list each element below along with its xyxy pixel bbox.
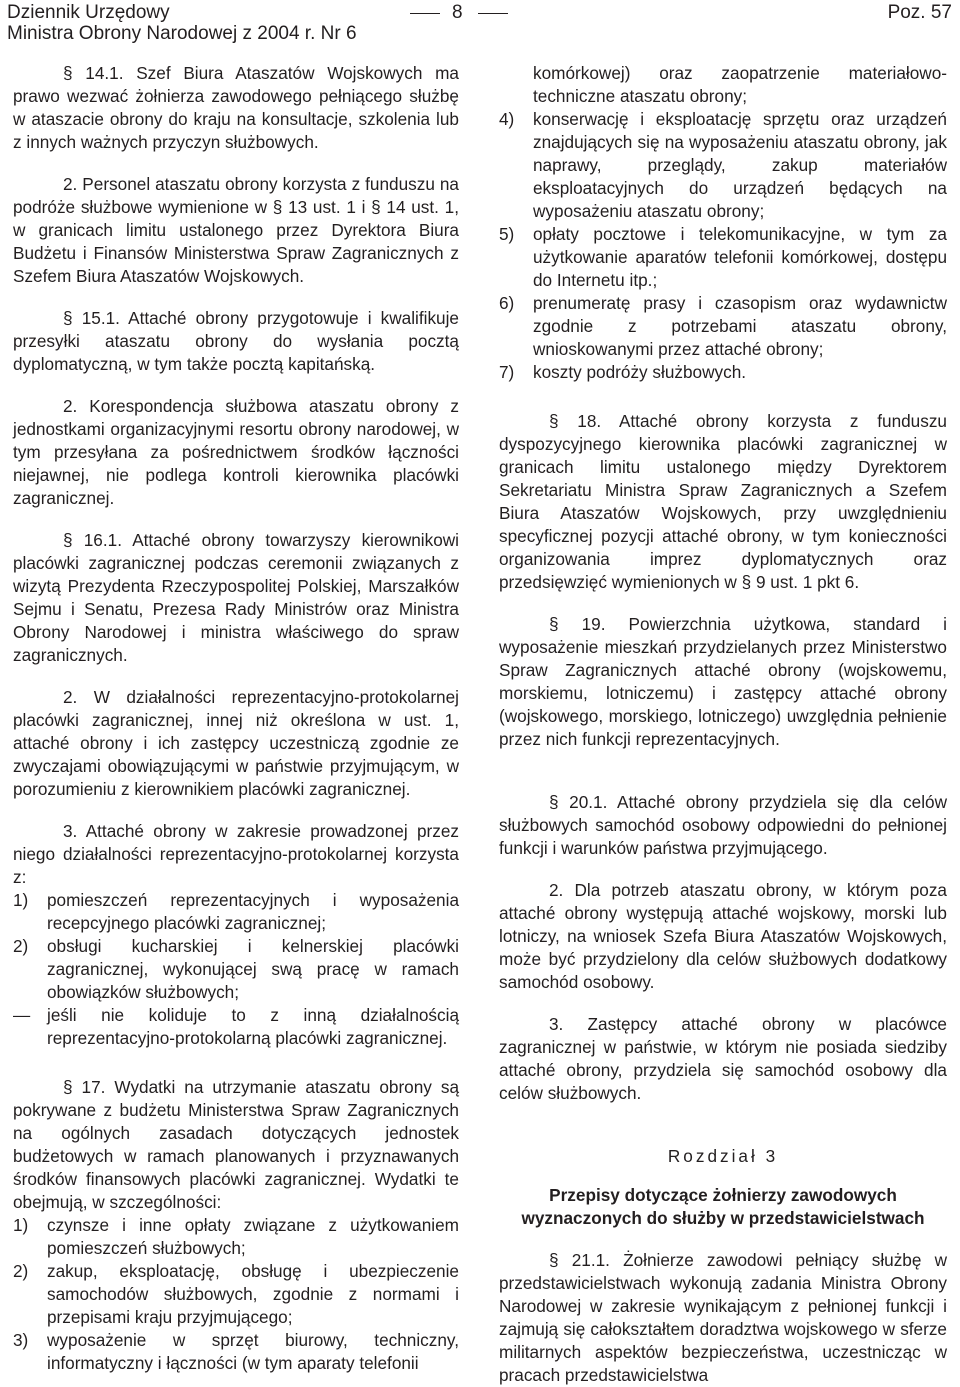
list-item: 7) koszty podróży służbowych.	[499, 362, 747, 382]
journal-issue: Ministra Obrony Narodowej z 2004 r. Nr 6	[7, 23, 357, 44]
paragraph-15-1: § 15.1. Attaché obrony przygotowuje i kwalifikuje przesyłki ataszatu obrony do wysłania pocztą dyplomatyczną, w tym także pocztą kapitańską.	[13, 308, 459, 374]
paragraph-21-1: § 21.1. Żołnierze zawodowi pełniący służbę w przedstawicielstwach wykonują zadania Ministra Obrony Narodowej w zakresie wynikającym z pełnionej funkcji i zajmują się całokształtem doradztwa wojskowego w sferze militarnych aspektów bezpieczeństwa, uczestnicząc w pracach przedstawicielstwa	[499, 1250, 947, 1385]
paragraph-16-1: § 16.1. Attaché obrony towarzyszy kierownikowi placówki zagranicznej podczas ceremonii związanych z wizytą Prezydenta Rzeczypospolitej Polskiej, Marszałków Sejmu i Senatu, Prezesa Rady Ministrów oraz Ministra Obrony Narodowej i ministra właściwego do spraw zagranicznych.	[13, 530, 459, 665]
paragraph-20-3: 3. Zastępcy attaché obrony w placówce zagranicznej w państwie, w którym nie posiada siedziby attaché obrony, przydziela się samochód osobowy dla celów służbowych.	[499, 1014, 947, 1103]
position-number: Poz. 57	[887, 2, 952, 23]
paragraph-14-2: 2. Personel ataszatu obrony korzysta z funduszu na podróże służbowe wymienione w § 13 ust. 1 i § 14 ust. 1, w granicach limitu ustalonego przez Dyrektora Biura Budżetu i Finansów Ministerstwa Spraw Zagranicznych z Szefem Biura Ataszatów Wojskowych.	[13, 174, 459, 286]
list-item-3-continuation: komórkowej) oraz zaopatrzenie materiałowo-techniczne ataszatu obrony;	[533, 63, 947, 106]
page-number-rule-left	[410, 13, 440, 14]
list-item: 5) opłaty pocztowe i telekomunikacyjne, w tym za użytkowanie aparatów telefonii komórkowej, dostępu do Internetu itp.;	[499, 224, 947, 290]
left-column	[13, 62, 459, 1375]
list-item: 1) czynsze i inne opłaty związane z użytkowaniem pomieszczeń służbowych;	[13, 1215, 459, 1258]
paragraph-20-1: § 20.1. Attaché obrony przydziela się dla celów służbowych samochód osobowy odpowiedni do pełnionej funkcji i warunków państwa przyjmującego.	[499, 792, 947, 858]
list-item: 6) prenumeratę prasy i czasopism oraz wydawnictw zgodnie z potrzebami ataszatu obrony, wnioskowanymi przez attaché obrony;	[499, 293, 947, 359]
right-column	[499, 62, 947, 1387]
list-17-continued	[499, 108, 947, 384]
list-item: 2) obsługi kucharskiej i kelnerskiej placówki zagranicznej, wykonującej swą pracę w ramach obowiązków służbowych;	[13, 936, 459, 1002]
page-header	[0, 0, 960, 48]
list-item: 3) wyposażenie w sprzęt biurowy, techniczny, informatyczny i łączności (w tym aparaty telefonii	[13, 1330, 459, 1373]
chapter-title: Przepisy dotyczące żołnierzy zawodowych wyznaczonych do służby w przedstawicielstwach	[521, 1185, 925, 1228]
list-item: — jeśli nie koliduje to z inną działalnością reprezentacyjno-protokolarną placówki zagranicznej.	[13, 1005, 459, 1048]
list-16-3	[13, 889, 459, 1050]
journal-title: Dziennik Urzędowy	[7, 2, 170, 23]
page-number-rule-right	[478, 13, 508, 14]
paragraph-14-1: § 14.1. Szef Biura Ataszatów Wojskowych ma prawo wezwać żołnierza zawodowego pełniącego służbę w ataszacie obrony do kraju na konsultacje, szkolenia lub z innych ważnych przyczyn służbowych.	[13, 63, 459, 152]
paragraph-19: § 19. Powierzchnia użytkowa, standard i wyposażenie mieszkań przydzielanych przez Ministerstwo Spraw Zagranicznych attaché obrony (wojskowemu, morskiemu, lotniczemu) i zastępcy attaché obrony (wojskowego, morskiego, lotniczego) uwzględnia pełnienie przez nich funkcji reprezentacyjnych.	[499, 614, 947, 749]
paragraph-16-2: 2. W działalności reprezentacyjno-protokolarnej placówki zagranicznej, innej niż określona w ust. 1, attaché obrony i ich zastępcy uczestniczą zgodnie ze zwyczajami obowiązującymi w państwie przyjmującym, w porozumieniu z kierownikiem placówki zagranicznej.	[13, 687, 459, 799]
list-item: 4) konserwację i eksploatację sprzętu oraz urządzeń znajdujących się na wyposażeniu ataszatu obrony, jak naprawy, przeglądy, zakup materiałów eksploatacyjnych do urządzeń będących na wyposażeniu ataszatu obrony;	[499, 109, 947, 221]
paragraph-15-2: 2. Korespondencja służbowa ataszatu obrony z jednostkami organizacyjnymi resortu obrony narodowej, w tym przesyłana za pośrednictwem środków łączności niejawnej, nie podlega kontroli kierownika placówki zagranicznej.	[13, 396, 459, 508]
page-number: 8	[452, 2, 463, 23]
paragraph-17: § 17. Wydatki na utrzymanie ataszatu obrony są pokrywane z budżetu Ministerstwa Spraw Zagranicznych na ogólnych zasadach dotyczących jednostek budżetowych w ramach planowanych i przyznawanych środków finansowych placówki zagranicznej. Wydatki te obejmują, w szczególności:	[13, 1077, 459, 1212]
paragraph-20-2: 2. Dla potrzeb ataszatu obrony, w którym poza attaché obrony występują attaché wojskowy, morski lub lotniczy, na wniosek Szefa Biura Ataszatów Wojskowych, może być przydzielony dla celów służbowych dodatkowy samochód osobowy.	[499, 880, 947, 992]
list-17	[13, 1214, 459, 1375]
list-item: 1) pomieszczeń reprezentacyjnych i wyposażenia recepcyjnego placówki zagranicznej;	[13, 890, 459, 933]
chapter-heading: Rozdział 3	[667, 1146, 779, 1166]
paragraph-18: § 18. Attaché obrony korzysta z funduszu dyspozycyjnego kierownika placówki zagranicznej w granicach limitu ustalonego między Dyrektorem Sekretariatu Ministra Spraw Zagranicznych a Szefem Biura Ataszatów Wojskowych, przy uwzględnieniu specyficznej pozycji attaché obrony, w tym konieczności organizowania imprez dyplomatycznych oraz przedsięwzięć wymienionych w § 9 ust. 1 pkt 6.	[499, 411, 947, 592]
paragraph-16-3: 3. Attaché obrony w zakresie prowadzonej przez niego działalności reprezentacyjno-protokolarnej korzysta z:	[13, 821, 459, 887]
list-item: 2) zakup, eksploatację, obsługę i ubezpieczenie samochodów służbowych, zgodnie z normami i przepisami kraju przyjmującego;	[13, 1261, 459, 1327]
